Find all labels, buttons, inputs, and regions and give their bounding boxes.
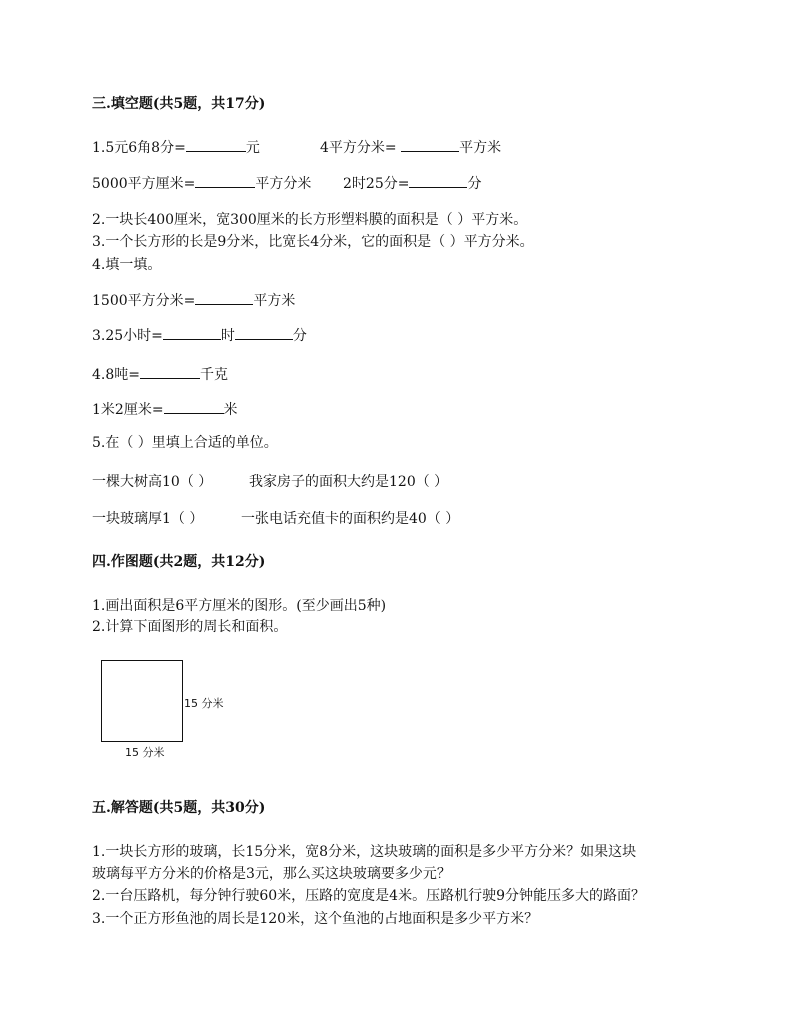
answer-blank[interactable] bbox=[163, 325, 221, 340]
q4-text: 4.填一填。 bbox=[92, 257, 162, 273]
q4c-unit: 千克 bbox=[200, 367, 228, 383]
q1c-unit: 平方分米 bbox=[255, 176, 312, 192]
q3-text: 3.一个长方形的长是9分米，比宽长4分米，它的面积是（ ）平方分米。 bbox=[92, 234, 534, 250]
q1-line-1a bbox=[92, 137, 260, 157]
section-3-heading: 三.填空题(共5题，共17分) bbox=[92, 96, 266, 112]
answer-blank[interactable] bbox=[140, 364, 200, 379]
q1-line-1b bbox=[320, 137, 501, 157]
q4b-unit-1: 时 bbox=[220, 328, 235, 344]
q1c-text: 5000平方厘米= bbox=[92, 176, 196, 192]
answer-blank[interactable] bbox=[195, 290, 253, 305]
answer-blank[interactable] bbox=[235, 325, 293, 340]
q1d-text: 2时25分= bbox=[343, 176, 410, 192]
answer-blank[interactable] bbox=[195, 173, 255, 188]
square-figure bbox=[101, 660, 183, 742]
section-4-heading: 四.作图题(共2题，共12分) bbox=[92, 554, 266, 570]
q1-line-1c bbox=[92, 173, 311, 193]
q1-line-1d bbox=[343, 173, 481, 193]
q4a-unit: 平方米 bbox=[253, 293, 296, 309]
s5-q1-line2: 玻璃每平方分米的价格是3元，那么买这块玻璃要多少元？ bbox=[92, 866, 451, 882]
q2-text: 2.一块长400厘米，宽300厘米的长方形塑料膜的面积是（ ）平方米。 bbox=[92, 212, 528, 228]
answer-blank[interactable] bbox=[401, 137, 459, 152]
q1a-unit: 元 bbox=[245, 140, 260, 156]
q1b-text: 4平方分米= bbox=[320, 140, 402, 156]
side-length-label: 15 分米 bbox=[184, 697, 224, 710]
q4c-line bbox=[92, 364, 228, 384]
q4b-line bbox=[92, 325, 307, 345]
answer-blank[interactable] bbox=[164, 399, 224, 414]
q4b-unit-2: 分 bbox=[292, 328, 307, 344]
q4d-line bbox=[92, 399, 238, 419]
q4a-line bbox=[92, 290, 295, 310]
answer-blank[interactable] bbox=[409, 173, 467, 188]
q1b-unit: 平方米 bbox=[459, 140, 502, 156]
q4d-text: 1米2厘米= bbox=[92, 402, 164, 418]
q5c-text: 一块玻璃厚1（ ） bbox=[92, 511, 204, 527]
q5a-text: 一棵大树高10（ ） bbox=[92, 474, 213, 490]
answer-blank[interactable] bbox=[186, 137, 246, 152]
q4b-text: 3.25小时= bbox=[92, 328, 163, 344]
section-5-heading: 五.解答题(共5题，共30分) bbox=[92, 800, 266, 816]
s5-q2-text: 2.一台压路机，每分钟行驶60米，压路的宽度是4米。压路机行驶9分钟能压多大的路面？ bbox=[92, 888, 645, 904]
s4-q2-text: 2.计算下面图形的周长和面积。 bbox=[92, 619, 288, 635]
q4d-unit: 米 bbox=[223, 402, 238, 418]
bottom-length-label: 15 分米 bbox=[125, 746, 165, 759]
q1a-text: 1.5元6角8分= bbox=[92, 140, 186, 156]
s5-q3-text: 3.一个正方形鱼池的周长是120米，这个鱼池的占地面积是多少平方米？ bbox=[92, 911, 539, 927]
s4-q1-text: 1.画出面积是6平方厘米的图形。(至少画出5种) bbox=[92, 598, 387, 614]
q5b-text: 我家房子的面积大约是120（ ） bbox=[249, 474, 449, 490]
s5-q1-line1: 1.一块长方形的玻璃，长15分米，宽8分米，这块玻璃的面积是多少平方分米？如果这块 bbox=[92, 844, 637, 860]
q5d-text: 一张电话充值卡的面积约是40（ ） bbox=[241, 511, 460, 527]
q1d-unit: 分 bbox=[467, 176, 482, 192]
q5-text: 5.在（ ）里填上合适的单位。 bbox=[92, 435, 278, 451]
q4c-text: 4.8吨= bbox=[92, 367, 140, 383]
q4a-text: 1500平方分米= bbox=[92, 293, 196, 309]
